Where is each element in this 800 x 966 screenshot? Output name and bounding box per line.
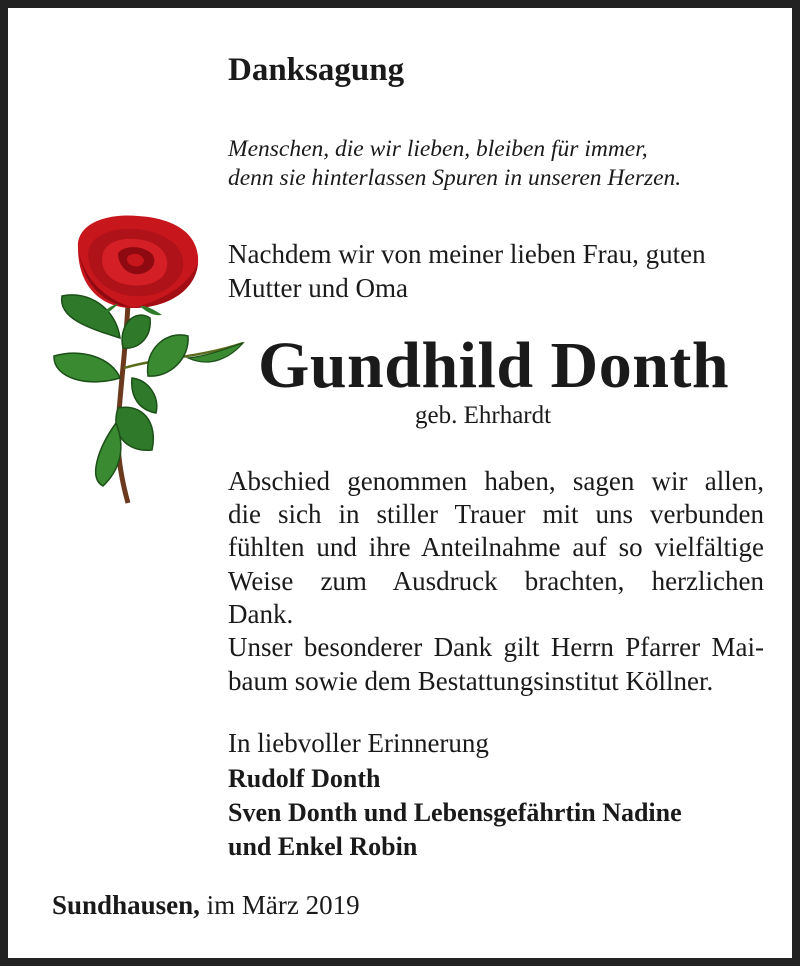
body-line: Unser besonderer Dank gilt Herrn Pfarrer Mai-: [228, 632, 764, 662]
place-date-line: [52, 890, 360, 921]
date-text: im März 2019: [206, 890, 360, 920]
deceased-name: Gundhild Donth: [258, 329, 730, 402]
quote-line-2: denn sie hinterlassen Spuren in unseren Herzen.: [228, 165, 682, 191]
body-line: Abschied genommen haben, sagen wir allen,: [228, 466, 764, 496]
quote-line-1: Menschen, die wir lieben, bleiben für immer,: [228, 136, 648, 162]
body-line: baum sowie dem Bestattungsinstitut Köllner.: [228, 666, 714, 696]
closing-line: In liebvoller Erinnerung: [228, 728, 489, 758]
place-name: Sundhausen,: [52, 890, 200, 920]
red-rose-icon: [48, 208, 248, 508]
signatory-3: und Enkel Robin: [228, 832, 418, 861]
signatory-1: Rudolf Donth: [228, 764, 381, 793]
body-line: Weise zum Ausdruck brachten, herzlichen: [228, 566, 764, 596]
body-line: fühlten und ihre Anteilnahme auf so vielfältige: [228, 532, 764, 562]
maiden-name: geb. Ehrhardt: [415, 402, 552, 429]
body-line: Dank.: [228, 599, 294, 629]
body-line: die sich in stiller Trauer mit uns verbunden: [228, 499, 764, 529]
signatory-2: Sven Donth und Lebensgefährtin Nadine: [228, 798, 682, 827]
intro-line-1: Nachdem wir von meiner lieben Frau, guten: [228, 239, 706, 269]
intro-line-2: Mutter und Oma: [228, 273, 408, 303]
notice-heading: Danksagung: [228, 52, 405, 88]
